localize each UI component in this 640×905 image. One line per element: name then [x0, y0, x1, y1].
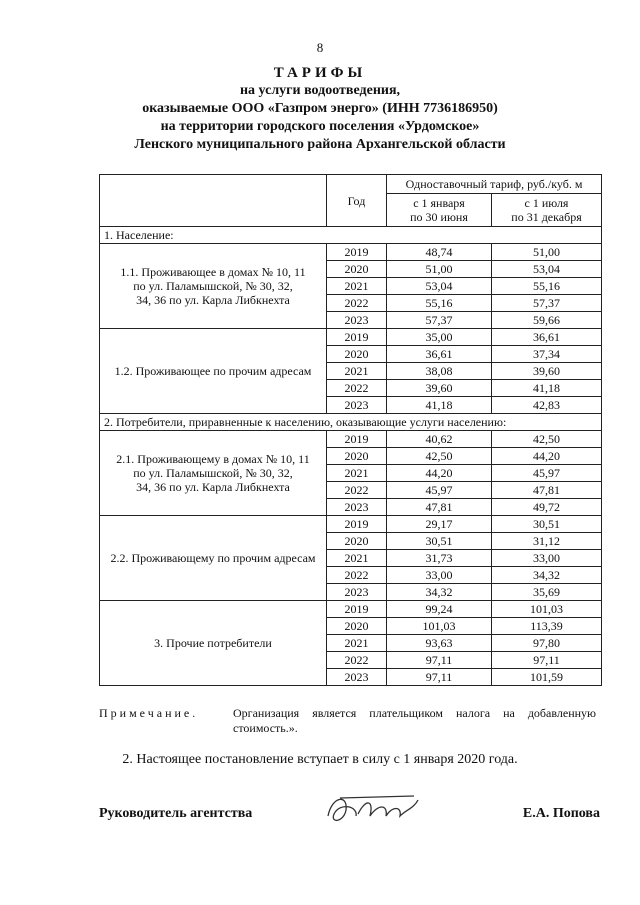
table-row	[100, 431, 602, 448]
year-cell: 2023	[327, 584, 387, 601]
year-cell: 2019	[327, 329, 387, 346]
tariff-period-1-cell: 29,17	[387, 516, 492, 533]
table-row	[100, 601, 602, 618]
title-main: ТАРИФЫ	[273, 65, 367, 81]
tariff-period-1-cell: 53,04	[387, 278, 492, 295]
year-cell: 2022	[327, 482, 387, 499]
year-cell: 2020	[327, 448, 387, 465]
tariff-period-1-cell: 42,50	[387, 448, 492, 465]
tariff-period-2-cell: 49,72	[492, 499, 602, 516]
tariff-period-2-cell: 34,32	[492, 567, 602, 584]
tariff-period-1-cell: 38,08	[387, 363, 492, 380]
signatory-role: Руководитель агентства	[99, 806, 253, 821]
tariff-period-2-cell: 42,83	[492, 397, 602, 414]
tariff-period-1-cell: 57,37	[387, 312, 492, 329]
year-cell: 2019	[327, 244, 387, 261]
tariff-period-1-cell: 44,20	[387, 465, 492, 482]
tariff-period-2-cell: 44,20	[492, 448, 602, 465]
tariff-period-2-cell: 45,97	[492, 465, 602, 482]
header-period-2-line: по 31 декабря	[511, 210, 582, 224]
document-title	[0, 64, 640, 154]
category-label-line: 2.2. Проживающему по прочим адресам	[110, 551, 316, 565]
tariff-period-1-cell: 39,60	[387, 380, 492, 397]
tariff-period-1-cell: 99,24	[387, 601, 492, 618]
tariff-period-2-cell: 97,80	[492, 635, 602, 652]
signatory-name: Е.А. Попова	[522, 806, 600, 821]
note-text: Организация является плательщиком налога на добавленную стоимость.».	[233, 706, 596, 735]
category-label-line: 1.1. Проживающее в домах № 10, 11	[120, 265, 306, 279]
tariff-period-1-cell: 35,00	[387, 329, 492, 346]
year-cell: 2022	[327, 567, 387, 584]
category-label-line: 34, 36 по ул. Карла Либкнехта	[136, 293, 290, 307]
tariff-period-1-cell: 93,63	[387, 635, 492, 652]
year-cell: 2021	[327, 363, 387, 380]
tariff-period-1-cell: 97,11	[387, 669, 492, 686]
tariff-period-1-cell: 55,16	[387, 295, 492, 312]
category-label	[100, 244, 327, 329]
tariff-period-2-cell: 33,00	[492, 550, 602, 567]
category-label	[100, 516, 327, 601]
handwritten-signature	[318, 786, 438, 836]
title-line: на территории городского поселения «Урдомское»	[160, 119, 480, 134]
section-row	[100, 227, 602, 244]
tariff-period-2-cell: 55,16	[492, 278, 602, 295]
year-cell: 2019	[327, 516, 387, 533]
tariff-period-2-cell: 53,04	[492, 261, 602, 278]
tariff-period-2-cell: 59,66	[492, 312, 602, 329]
tariff-period-2-cell: 113,39	[492, 618, 602, 635]
table-row	[100, 244, 602, 261]
header-period-2-line: с 1 июля	[524, 196, 569, 210]
note	[99, 706, 596, 736]
category-label	[100, 601, 327, 686]
tariff-period-2-cell: 101,59	[492, 669, 602, 686]
title-line: на услуги водоотведения,	[239, 83, 401, 98]
section-title: 2. Потребители, приравненные к населению, оказывающие услуги населению:	[100, 414, 602, 431]
tariff-table	[99, 174, 602, 686]
header-category	[100, 175, 327, 227]
tariff-period-1-cell: 34,32	[387, 584, 492, 601]
header-period-2	[492, 194, 602, 227]
category-label-line: 2.1. Проживающему в домах № 10, 11	[116, 452, 310, 466]
year-cell: 2023	[327, 397, 387, 414]
header-period-1	[387, 194, 492, 227]
year-cell: 2022	[327, 652, 387, 669]
year-cell: 2021	[327, 278, 387, 295]
tariff-period-2-cell: 36,61	[492, 329, 602, 346]
title-line: Ленского муниципального района Архангельской области	[134, 137, 506, 152]
year-cell: 2023	[327, 669, 387, 686]
tariff-period-1-cell: 47,81	[387, 499, 492, 516]
tariff-period-2-cell: 31,12	[492, 533, 602, 550]
year-cell: 2020	[327, 261, 387, 278]
tariff-period-1-cell: 97,11	[387, 652, 492, 669]
tariff-period-1-cell: 33,00	[387, 567, 492, 584]
tariff-period-2-cell: 57,37	[492, 295, 602, 312]
category-label-line: 34, 36 по ул. Карла Либкнехта	[136, 480, 290, 494]
year-cell: 2020	[327, 533, 387, 550]
tariff-period-2-cell: 47,81	[492, 482, 602, 499]
tariff-period-2-cell: 42,50	[492, 431, 602, 448]
year-cell: 2021	[327, 550, 387, 567]
tariff-period-1-cell: 40,62	[387, 431, 492, 448]
header-period-1-line: с 1 января	[413, 196, 465, 210]
tariff-period-2-cell: 37,34	[492, 346, 602, 363]
tariff-period-1-cell: 51,00	[387, 261, 492, 278]
table-row	[100, 516, 602, 533]
section-title: 1. Население:	[100, 227, 602, 244]
header-year: Год	[327, 175, 387, 227]
category-label-line: 3. Прочие потребители	[154, 636, 272, 650]
clause-text: 2. Настоящее постановление вступает в силу с 1 января 2020 года.	[122, 752, 518, 767]
year-cell: 2021	[327, 635, 387, 652]
year-cell: 2023	[327, 312, 387, 329]
year-cell: 2021	[327, 465, 387, 482]
tariff-period-2-cell: 39,60	[492, 363, 602, 380]
header-period-1-line: по 30 июня	[410, 210, 468, 224]
tariff-period-1-cell: 48,74	[387, 244, 492, 261]
category-label-line: по ул. Паламышской, № 30, 32,	[133, 466, 293, 480]
title-line: оказываемые ООО «Газпром энерго» (ИНН 7736186950)	[142, 101, 498, 116]
section-row	[100, 414, 602, 431]
tariff-period-1-cell: 101,03	[387, 618, 492, 635]
year-cell: 2022	[327, 295, 387, 312]
year-cell: 2019	[327, 431, 387, 448]
category-label-line: по ул. Паламышской, № 30, 32,	[133, 279, 293, 293]
tariff-period-2-cell: 35,69	[492, 584, 602, 601]
tariff-period-2-cell: 30,51	[492, 516, 602, 533]
tariff-period-1-cell: 30,51	[387, 533, 492, 550]
tariff-period-2-cell: 51,00	[492, 244, 602, 261]
year-cell: 2020	[327, 618, 387, 635]
note-label: Примечание.	[99, 706, 199, 720]
tariff-period-1-cell: 31,73	[387, 550, 492, 567]
table-row	[100, 329, 602, 346]
category-label	[100, 329, 327, 414]
page-number: 8	[316, 40, 324, 55]
tariff-period-2-cell: 41,18	[492, 380, 602, 397]
year-cell: 2019	[327, 601, 387, 618]
header-tariff-group: Одноставочный тариф, руб./куб. м	[387, 175, 602, 194]
tariff-period-1-cell: 45,97	[387, 482, 492, 499]
category-label	[100, 431, 327, 516]
tariff-period-2-cell: 101,03	[492, 601, 602, 618]
tariff-period-1-cell: 41,18	[387, 397, 492, 414]
year-cell: 2020	[327, 346, 387, 363]
year-cell: 2023	[327, 499, 387, 516]
tariff-period-2-cell: 97,11	[492, 652, 602, 669]
category-label-line: 1.2. Проживающее по прочим адресам	[114, 364, 312, 378]
tariff-period-1-cell: 36,61	[387, 346, 492, 363]
year-cell: 2022	[327, 380, 387, 397]
